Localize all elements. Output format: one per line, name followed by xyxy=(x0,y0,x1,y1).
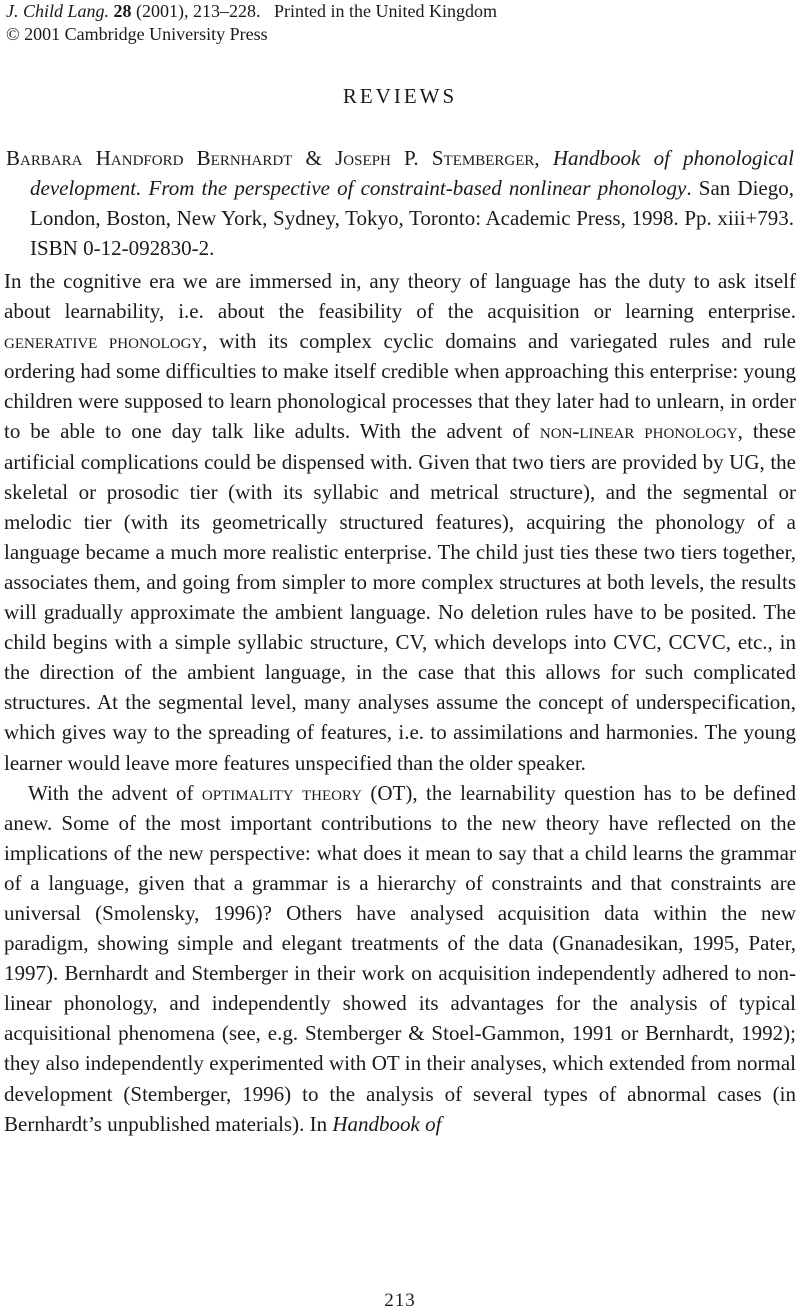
p2-italic-trail: Handbook of xyxy=(332,1111,442,1136)
p1-text-b: , with its complex cyclic domains and variegated rules and rule ordering had some difficulties to make itself credible when approaching this enterprise: young children were supposed to learn phonological processes that they later had to unlearn, in order to be able to one day talk like adults. With the advent of xyxy=(4,329,796,444)
section-title: REVIEWS xyxy=(342,84,458,108)
term-optimality-theory: optimality theory xyxy=(201,780,362,805)
journal-year-pages: (2001), 213–228. xyxy=(136,1,261,21)
citation-publisher: . San Diego, London, Boston, New York, Sydney, Tokyo, Toronto: Academic Press, 1998. Pp. xiii+793. ISBN 0-12-092830-2. xyxy=(30,176,794,260)
journal-name: J. Child Lang. xyxy=(6,1,110,21)
paragraph-1 xyxy=(4,266,796,778)
p1-text-a: In the cognitive era we are immersed in, any theory of language has the duty to ask itself about learnability, i.e. about the feasibility of the acquisition or learning enterprise. xyxy=(4,269,796,324)
printed-note: Printed in the United Kingdom xyxy=(274,1,497,21)
running-header xyxy=(6,0,497,46)
journal-citation-line xyxy=(6,0,497,23)
review-body xyxy=(4,266,796,1139)
paragraph-2 xyxy=(4,778,796,1139)
term-generative-phonology: generative phonology xyxy=(4,329,203,354)
p1-text-c: , these artificial complications could be dispensed with. Given that two tiers are provided by UG, the skeletal or prosodic tier (with its syllabic and metrical structure), and the segmental or melodic tier (with its geometrically structured features), acquiring the phonology of a language became a much more realistic enterprise. The child just ties these two tiers together, associates them, and going from simpler to more complex structures at both levels, the results will gradually approximate the ambient language. No deletion rules have to be posited. The child begins with a simple syllabic structure, CV, which develops into CVC, CCVC, etc., in the direction of the ambient language, in the case that this allows for such complicated structures. At the segmental level, many analyses assume the concept of underspecification, which gives way to the spreading of features, i.e. to assimilations and harmonies. The young learner would leave more features unspecified than the older speaker. xyxy=(4,419,796,775)
p2-text-b: (OT), the learnability question has to be defined anew. Some of the most important contributions to the new theory have reflected on the implications of the new perspective: what does it mean to say that a child learns the grammar of a language, given that a grammar is a hierarchy of constraints and that constraints are universal (Smolensky, 1996)? Others have analysed acquisition data within the new paradigm, showing simple and elegant treatments of the data (Gnanadesikan, 1995, Pater, 1997). Bernhardt and Stemberger in their work on acquisition independently adhered to non-linear phonology, and independently showed its advantages for the analysis of typical acquisitional phenomena (see, e.g. Stemberger & Stoel-Gammon, 1991 or Bernhardt, 1992); they also independently experimented with OT in their analyses, which extended from normal development (Stemberger, 1996) to the analysis of several types of abnormal cases (in Bernhardt’s unpublished materials). In xyxy=(4,780,797,1136)
p2-text-a: With the advent of xyxy=(28,780,194,805)
citation-authors: Barbara Handford Bernhardt & Joseph P. Stemberger, xyxy=(6,146,540,170)
citation-title: Handbook of phonological development. From the perspective of constraint-based nonlinear phonology xyxy=(30,146,794,200)
term-non-linear-phonology: non-linear phonology xyxy=(539,419,738,444)
copyright-line: © 2001 Cambridge University Press xyxy=(6,24,268,44)
journal-volume: 28 xyxy=(113,1,132,21)
book-citation xyxy=(6,143,794,263)
page-number: 213 xyxy=(384,1290,416,1311)
